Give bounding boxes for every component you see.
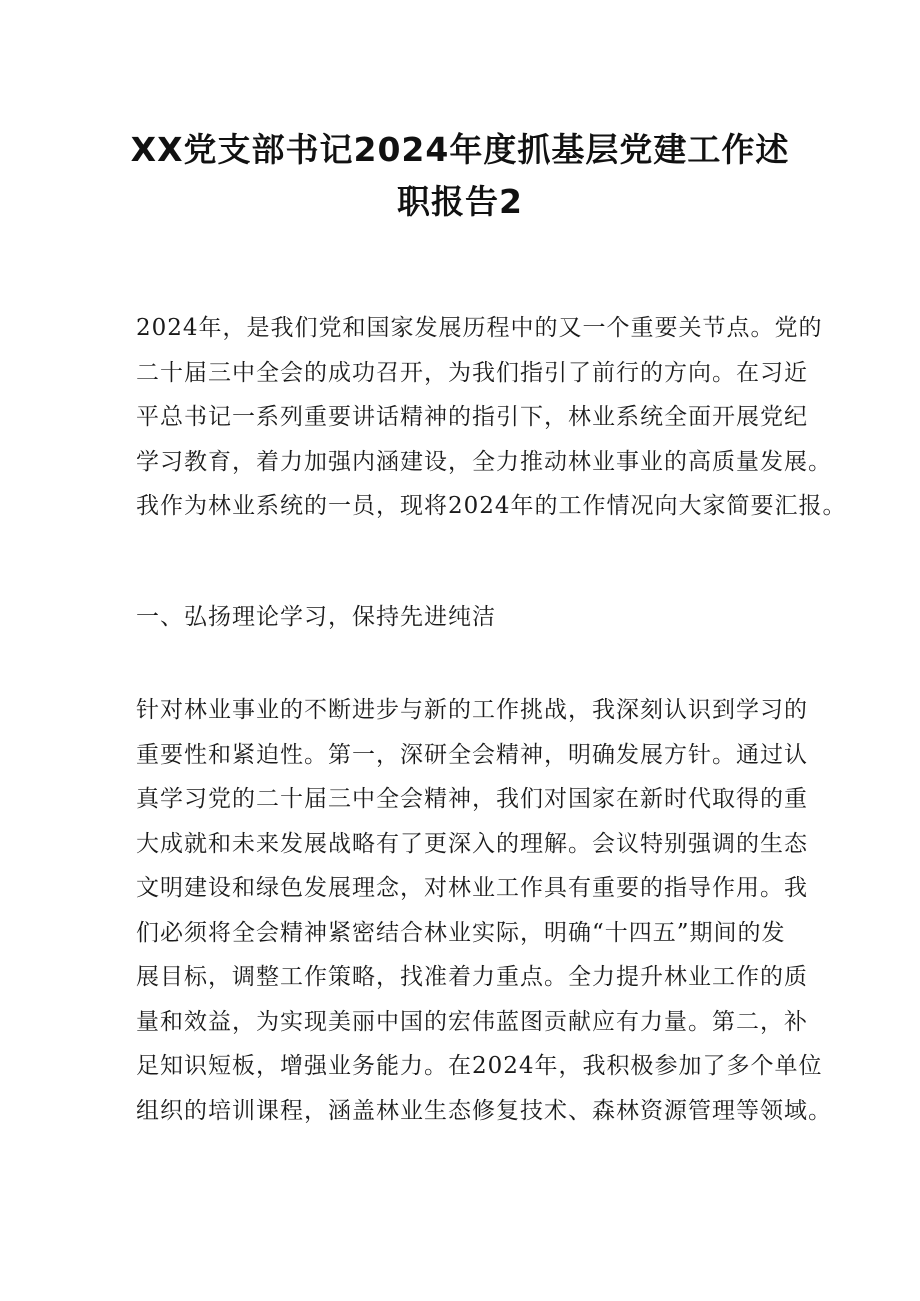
document-title xyxy=(100,124,820,228)
paragraph-line: 二十届三中全会的成功召开，为我们指引了前行的方向。在习近 xyxy=(136,359,808,386)
paragraph-line: 2024年，是我们党和国家发展历程中的又一个重要关节点。党的 xyxy=(136,315,823,341)
paragraph-line: 量和效益，为实现美丽中国的宏伟蓝图贡献应有力量。第二，补 xyxy=(136,1008,808,1035)
paragraph-line: 文明建设和绿色发展理念，对林业工作具有重要的指导作用。我 xyxy=(136,875,808,901)
paragraph-line: 学习教育，着力加强内涵建设，全力推动林业事业的高质量发展。 xyxy=(136,448,832,475)
title-line: 职报告2 xyxy=(397,182,523,221)
paragraph-line: 足知识短板，增强业务能力。在2024年，我积极参加了多个单位 xyxy=(136,1053,823,1079)
paragraph-line: 组织的培训课程，涵盖林业生态修复技术、森林资源管理等领域。 xyxy=(136,1097,832,1124)
paragraph-line: 大成就和未来发展战略有了更深入的理解。会议特别强调的生态 xyxy=(136,830,808,857)
paragraph-line: 们必须将全会精神紧密结合林业实际，明确“十四五”期间的发 xyxy=(136,919,786,946)
section-heading: 一、弘扬理论学习，保持先进纯洁 xyxy=(136,604,496,630)
paragraph-line: 我作为林业系统的一员，现将2024年的工作情况向大家简要汇报。 xyxy=(136,493,847,519)
paragraph-line: 真学习党的二十届三中全会精神，我们对国家在新时代取得的重 xyxy=(136,786,808,812)
paragraph-line: 重要性和紧迫性。第一，深研全会精神，明确发展方针。通过认 xyxy=(136,741,808,768)
body-paragraph xyxy=(136,688,832,1133)
paragraph-line: 展目标，调整工作策略，找准着力重点。全力提升林业工作的质 xyxy=(136,964,808,990)
intro-paragraph xyxy=(136,306,847,529)
paragraph-line: 平总书记一系列重要讲话精神的指引下，林业系统全面开展党纪 xyxy=(136,404,808,430)
paragraph-line: 针对林业事业的不断进步与新的工作挑战，我深刻认识到学习的 xyxy=(136,697,808,723)
title-line: XX党支部书记2024年度抓基层党建工作述 xyxy=(130,130,790,169)
